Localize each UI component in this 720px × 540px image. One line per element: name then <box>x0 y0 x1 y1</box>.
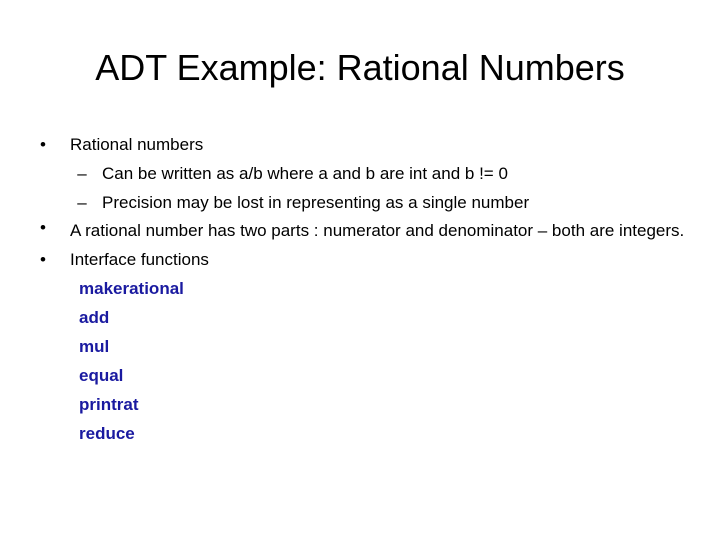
sub-bullet-item <box>36 159 686 188</box>
bullet-item <box>36 130 686 159</box>
bullet-dot-icon: • <box>40 218 46 237</box>
bullet-item <box>36 217 686 245</box>
bullet-dot-icon: • <box>40 135 46 154</box>
interface-function-add: add <box>79 308 110 327</box>
sub-bullet-item <box>36 188 686 217</box>
sub-bullet-text: Can be written as a/b where a and b are int and b != 0 <box>102 164 508 183</box>
bullet-text: A rational number has two parts : numerator and denominator – both are integers. <box>70 221 685 240</box>
sub-bullet-text: Precision may be lost in representing as a single number <box>102 193 530 212</box>
interface-function-mul: mul <box>79 337 110 356</box>
bullet-text: Interface functions <box>70 250 209 269</box>
slide-body <box>36 130 686 448</box>
bullet-text: Rational numbers <box>70 135 204 154</box>
bullet-dot-icon: • <box>40 250 46 269</box>
interface-function-reduce: reduce <box>79 424 135 443</box>
interface-function-equal: equal <box>79 366 124 385</box>
interface-function-printrat: printrat <box>79 395 139 414</box>
interface-function-makerational: makerational <box>79 279 184 298</box>
bullet-item <box>36 245 686 274</box>
dash-icon: – <box>77 164 87 183</box>
dash-icon: – <box>77 193 87 212</box>
slide-title: ADT Example: Rational Numbers <box>95 47 625 88</box>
